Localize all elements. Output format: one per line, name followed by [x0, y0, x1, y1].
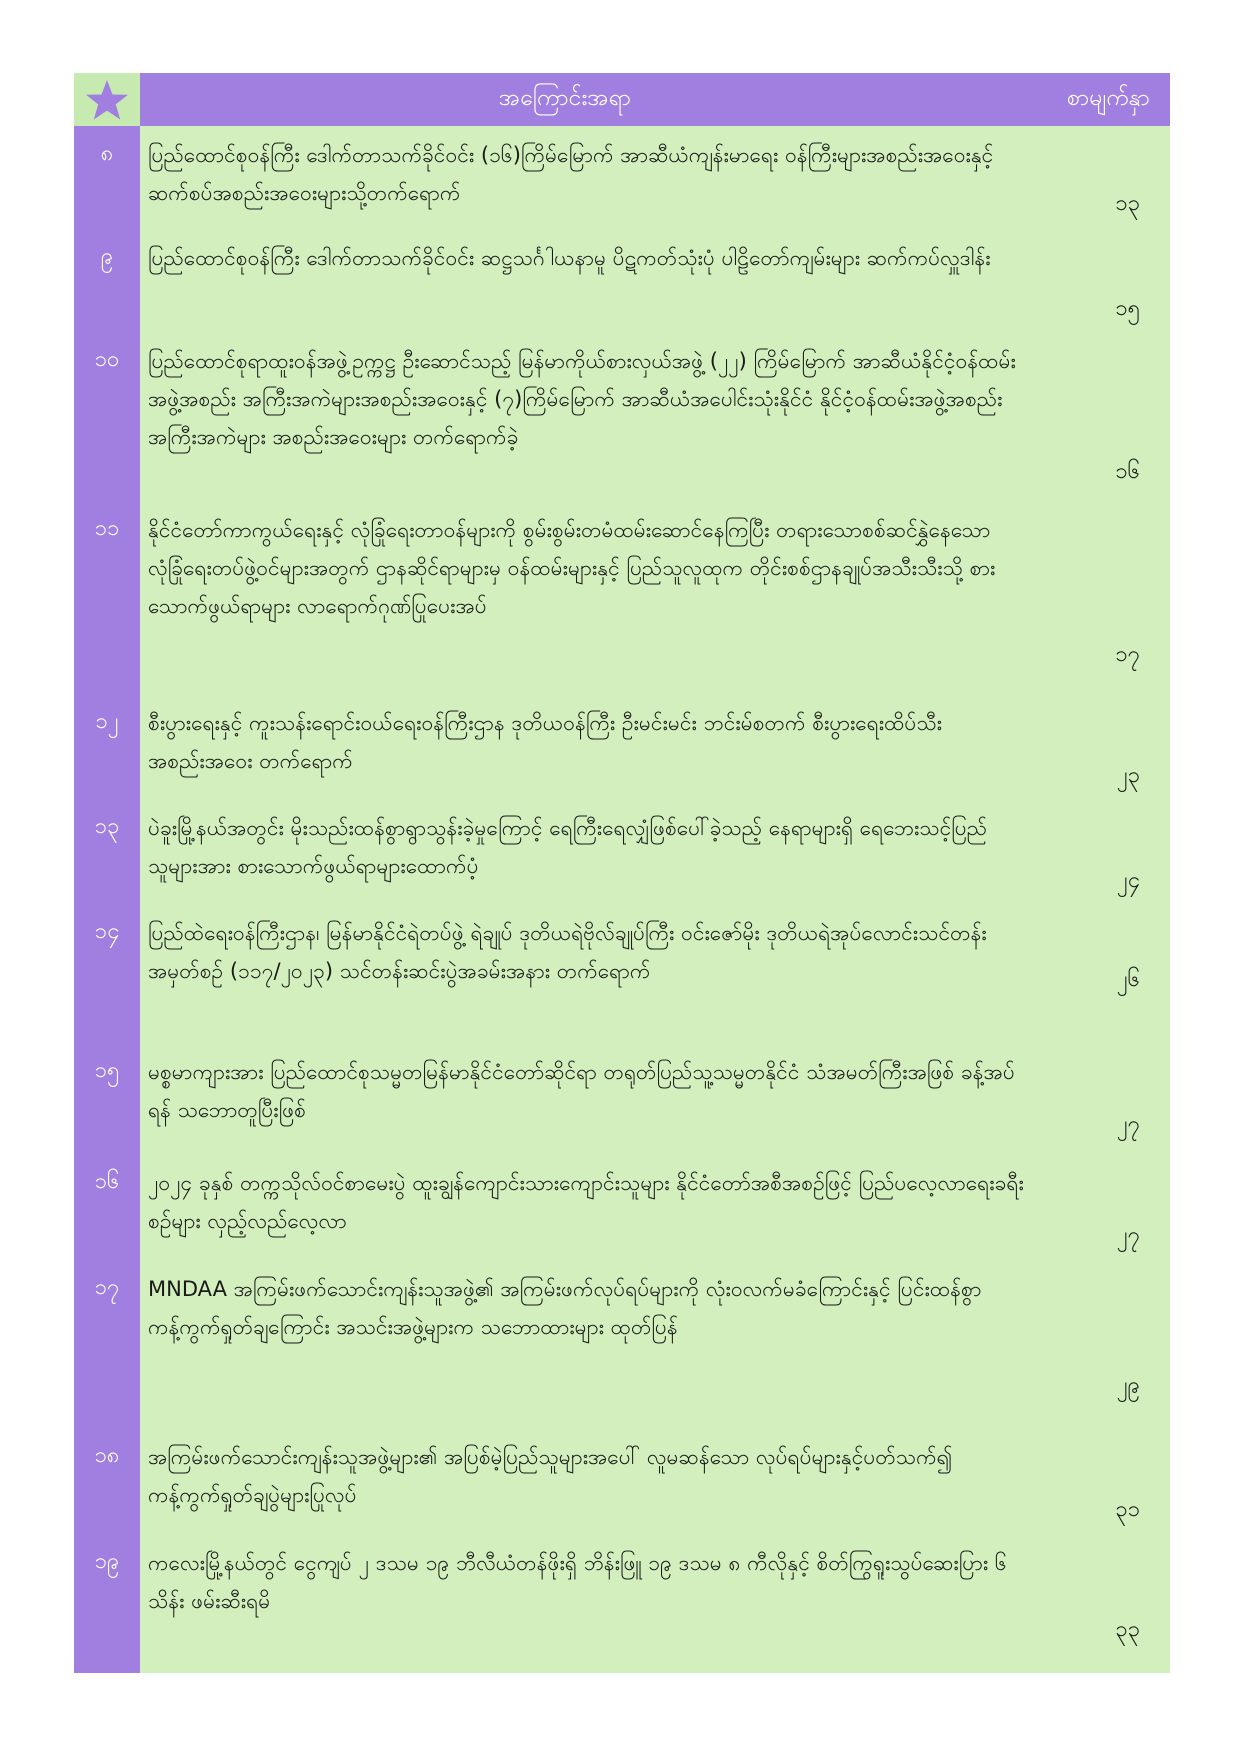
entry-page: ၂၄ — [1116, 868, 1140, 893]
toc-entry[interactable] — [74, 334, 1170, 503]
toc-entry[interactable] — [74, 231, 1170, 334]
entry-page: ၁၇ — [1115, 642, 1140, 667]
entry-number: ၁၃ — [94, 814, 120, 839]
entry-number: ၁၉ — [94, 1549, 120, 1574]
entry-title[interactable]: ပြည်ထောင်စုဝန်ကြီး ဒေါက်တာသက်ခိုင်ဝင်း (၁၆)ကြိမ်မြောက် အာဆီယံကျန်းမာရေး ဝန်ကြီးများအစည်းအဝေးနှင့် ဆက်စပ်အစည်းအဝေးများသို့တက်ရောက် — [148, 143, 994, 205]
entry-number: ၁၈ — [94, 1443, 120, 1468]
header-title: အကြောင်းအရာ — [498, 84, 632, 111]
entry-title[interactable]: နိုင်ငံတော်ကာကွယ်ရေးနှင့် လုံခြုံရေးတာဝန်များကို စွမ်းစွမ်းတမံထမ်းဆောင်နေကြပြီး တရားသောစစ်ဆင်နွှဲနေသော လုံခြုံရေးတပ်ဖွဲ့ဝင်များအတွက် ဌာနဆိုင်ရာများမှ ဝန်ထမ်းများနှင့် ပြည်သူလူထုက တိုင်းစစ်ဌာနချုပ်အသီးသီးသို့ စားသောက်ဖွယ်ရာများ လာရောက်ဂုဏ်ပြုပေးအပ် — [148, 518, 996, 618]
entry-number: ၁၇ — [94, 1275, 120, 1300]
entry-page: ၂၆ — [1116, 967, 1140, 992]
entry-number: ၁၀ — [94, 347, 120, 372]
toc-entry[interactable] — [74, 1156, 1170, 1262]
star-cell — [74, 73, 140, 126]
entry-page: ၂၇ — [1116, 1112, 1140, 1137]
entry-page: ၂၃ — [1116, 763, 1140, 788]
entry-page: ၃၃ — [1115, 1617, 1140, 1642]
toc-entry[interactable] — [74, 696, 1170, 801]
entry-title[interactable]: စီးပွားရေးနှင့် ကူးသန်းရောင်းဝယ်ရေးဝန်ကြီးဌာန ဒုတိယဝန်ကြီး ဦးမင်းမင်း ဘင်းမ်စတက် စီးပွားရေးထိပ်သီးအစည်းအဝေး တက်ရောက် — [148, 711, 942, 773]
toc-header — [74, 73, 1170, 126]
toc-entry[interactable] — [74, 503, 1170, 696]
entry-page: ၁၃ — [1115, 191, 1140, 216]
entry-page: ၁၅ — [1115, 296, 1140, 321]
table-of-contents — [74, 73, 1170, 1673]
entry-page: ၃၁ — [1115, 1497, 1140, 1522]
entry-title[interactable]: မစ္စမာကျားအား ပြည်ထောင်စုသမ္မတမြန်မာနိုင်ငံတော်ဆိုင်ရာ တရုတ်ပြည်သူ့သမ္မတနိုင်ငံ သံအမတ်ကြီးအဖြစ် ခန့်အပ်ရန် သဘောတူပြီးဖြစ် — [148, 1060, 1015, 1122]
entry-page: ၁၆ — [1115, 459, 1140, 484]
toc-entry[interactable] — [74, 1262, 1170, 1430]
entry-number: ၁၆ — [94, 1169, 120, 1194]
entry-title[interactable]: MNDAA အကြမ်းဖက်သောင်းကျန်းသူအဖွဲ့၏ အကြမ်းဖက်လုပ်ရပ်များကို လုံးဝလက်မခံကြောင်းနှင့် ပြင်းထန်စွာ ကန့်ကွက်ရှုတ်ချကြောင်း အသင်းအဖွဲ့များက သဘောထားများ ထုတ်ပြန် — [148, 1277, 982, 1339]
entry-number: ၁၅ — [94, 1058, 120, 1083]
toc-entry[interactable] — [74, 801, 1170, 906]
entry-number: ၉ — [100, 244, 114, 269]
header-page-label: စာမျက်နှာ — [1066, 84, 1150, 111]
entry-number: ၁၂ — [95, 709, 119, 734]
entry-title[interactable]: ပဲခူးမြို့နယ်အတွင်း မိုးသည်းထန်စွာရွာသွန်းခဲ့မှုကြောင့် ရေကြီးရေလျှံဖြစ်ပေါ်ခဲ့သည့် နေရာများရှိ ရေဘေးသင့်ပြည်သူများအား စားသောက်ဖွယ်ရာများထောက်ပံ့ — [148, 816, 988, 878]
entry-page: ၂၉ — [1116, 1373, 1140, 1398]
entry-title[interactable]: ပြည်ထောင်စုရာထူးဝန်အဖွဲ့ဥက္ကဋ္ဌ ဦးဆောင်သည့် မြန်မာကိုယ်စားလှယ်အဖွဲ့ (၂၂) ကြိမ်မြောက် အာဆီယံနိုင်ငံ့ဝန်ထမ်းအဖွဲ့အစည်း အကြီးအကဲများအစည်းအဝေးနှင့် (၇)ကြိမ်မြောက် အာဆီယံအပေါင်းသုံးနိုင်ငံ နိုင်ငံ့ဝန်ထမ်းအဖွဲ့အစည်းအကြီးအကဲများ အစည်းအဝေးများ တက်ရောက်ခဲ့ — [148, 349, 1016, 449]
entry-title[interactable]: ပြည်ထဲရေးဝန်ကြီးဌာန၊ မြန်မာနိုင်ငံရဲတပ်ဖွဲ့ ရဲချုပ် ဒုတိယရဲဗိုလ်ချုပ်ကြီး ဝင်းဇော်မိုး ဒုတိယရဲအုပ်လောင်းသင်တန်းအမှတ်စဉ် (၁၁၇/၂၀၂၃) သင်တန်းဆင်းပွဲအခမ်းအနား တက်ရောက် — [148, 921, 987, 983]
entry-title[interactable]: ပြည်ထောင်စုဝန်ကြီး ဒေါက်တာသက်ခိုင်ဝင်း ဆဋ္ဌသင်္ဂါယနာမူ ပိဋကတ်သုံးပုံ ပါဠိတော်ကျမ်းများ ဆက်ကပ်လှူဒါန်း — [148, 246, 991, 270]
entry-number: ၁၁ — [94, 516, 120, 541]
entry-title[interactable]: ၂၀၂၄ ခုနှစ် တက္ကသိုလ်ဝင်စာမေးပွဲ ထူးချွန်ကျောင်းသားကျောင်းသူများ နိုင်ငံတော်အစီအစဉ်ဖြင့် ပြည်ပလေ့လာရေးခရီးစဉ်များ လှည့်လည်လေ့လာ — [148, 1171, 1024, 1233]
entry-number: ၈ — [100, 141, 114, 166]
toc-entry[interactable] — [74, 1045, 1170, 1156]
toc-entry[interactable] — [74, 906, 1170, 1045]
entry-title[interactable]: ကလေးမြို့နယ်တွင် ငွေကျပ် ၂ ဒသမ ၁၉ ဘီလီယံတန်ဖိုးရှိ ဘိန်းဖြူ ၁၉ ဒသမ ၈ ကီလိုနှင့် စိတ်ကြွရူးသွပ်ဆေးပြား ၆ သိန်း ဖမ်းဆီးရမိ — [148, 1551, 1007, 1613]
toc-entry[interactable] — [74, 1430, 1170, 1536]
star-icon — [85, 79, 129, 121]
toc-entry[interactable] — [74, 128, 1170, 231]
entry-title[interactable]: အကြမ်းဖက်သောင်းကျန်းသူအဖွဲ့များ၏ အပြစ်မဲ့ပြည်သူများအပေါ် လူမဆန်သော လုပ်ရပ်များနှင့်ပတ်သက်၍ ကန့်ကွက်ရှုတ်ချပွဲများပြုလုပ် — [148, 1445, 953, 1507]
entry-page: ၂၇ — [1116, 1223, 1140, 1248]
toc-entry[interactable] — [74, 1536, 1170, 1673]
entry-number: ၁၄ — [94, 919, 120, 944]
